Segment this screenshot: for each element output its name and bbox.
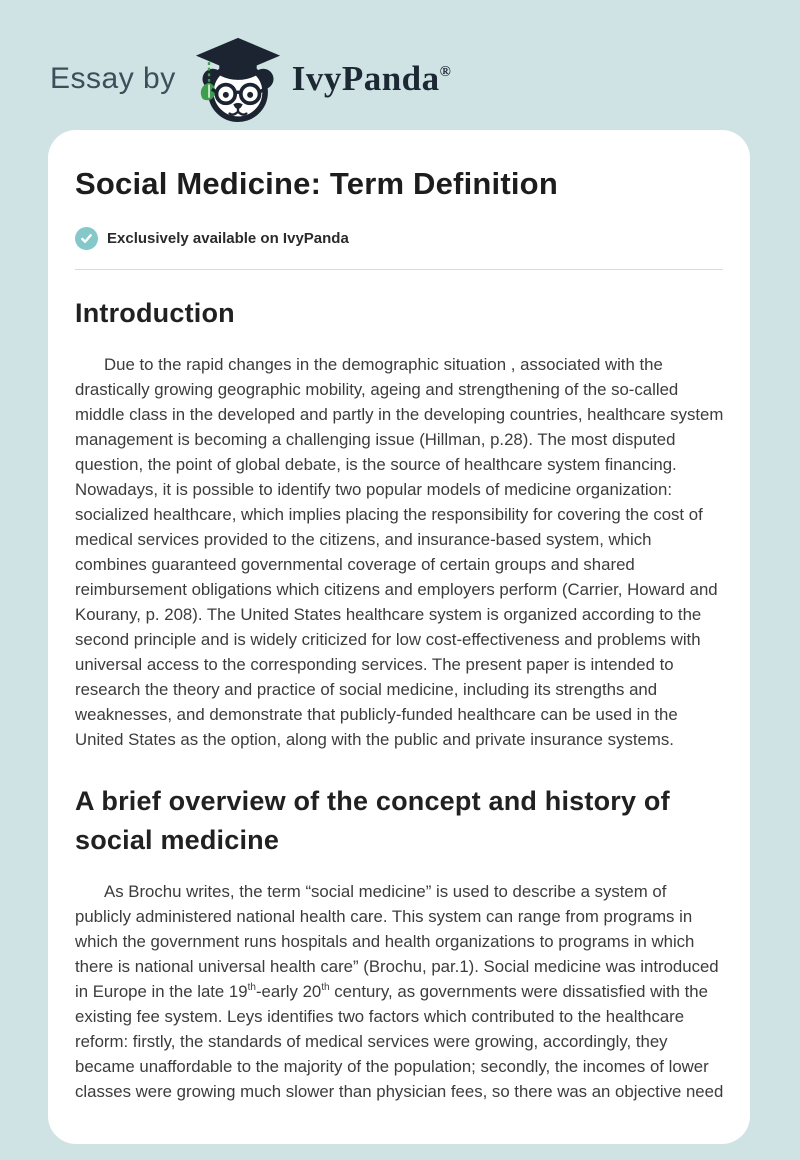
paragraph-text-segment: -early 20 <box>255 982 322 1002</box>
section-heading-overview: A brief overview of the concept and history of social medicine <box>75 785 670 855</box>
section-heading-introduction: Introduction <box>75 297 235 328</box>
brand-text: IvyPanda <box>291 59 440 98</box>
check-icon <box>75 227 98 250</box>
ordinal-superscript: th <box>247 982 256 994</box>
paragraph-text-segment: As Brochu writes, the term “social medicine” is used to describe a system of publicly administered national health care. This system can range from programs in which the government runs hospitals and health organizations to programs in which there is national universal health care” (Brochu, par.1). Social medicine was introduced in Europe in the late 19 <box>75 882 719 1002</box>
ivypanda-panda-logo-icon <box>190 36 286 122</box>
exclusive-badge-label: Exclusively available on IvyPanda <box>107 229 349 247</box>
ordinal-superscript: th <box>321 982 330 994</box>
paragraph-text-segment: century, as governments were dissatisfied with the existing fee system. Leys identifies two factors which contributed to the healthcare reform: firstly, the standards of medical services were growing, accordingly, they became unaffordable to the majority of the population; secondly, the incomes of lower classes were growing much slower than physician fees, so there was an objective need <box>75 982 724 1102</box>
essay-card <box>48 130 750 1144</box>
essay-title: Social Medicine: Term Definition <box>75 166 558 201</box>
header <box>0 0 800 130</box>
brand-name <box>292 59 452 99</box>
divider <box>75 269 723 270</box>
registered-trademark-symbol: ® <box>439 64 452 80</box>
exclusive-badge <box>75 227 723 250</box>
overview-paragraph <box>75 879 725 1104</box>
introduction-paragraph: Due to the rapid changes in the demographic situation , associated with the drastically growing geographic mobility, ageing and strengthening of the so-called middle class in the developed and partly in the developing countries, healthcare system management is becoming a challenging issue (Hillman, p.28). The most disputed question, the point of global debate, is the source of healthcare system financing. Nowadays, it is possible to identify two popular models of medicine organization: socialized healthcare, which implies placing the responsibility for covering the cost of medical services provided to the citizens, and insurance-based system, which combines guaranteed governmental coverage of certain groups and shared reimbursement obligations which citizens and employers perform (Carrier, Howard and Kourany, p. 208). The United States healthcare system is organized according to the second principle and is widely criticized for low cost-effectiveness and problems with universal access to the corresponding services. The present paper is intended to research the theory and practice of social medicine, including its strengths and weaknesses, and demonstrate that publicly-funded healthcare can be used in the United States as the option, along with the public and private insurance systems. <box>75 354 724 749</box>
essay-by-label: Essay by <box>50 62 176 95</box>
